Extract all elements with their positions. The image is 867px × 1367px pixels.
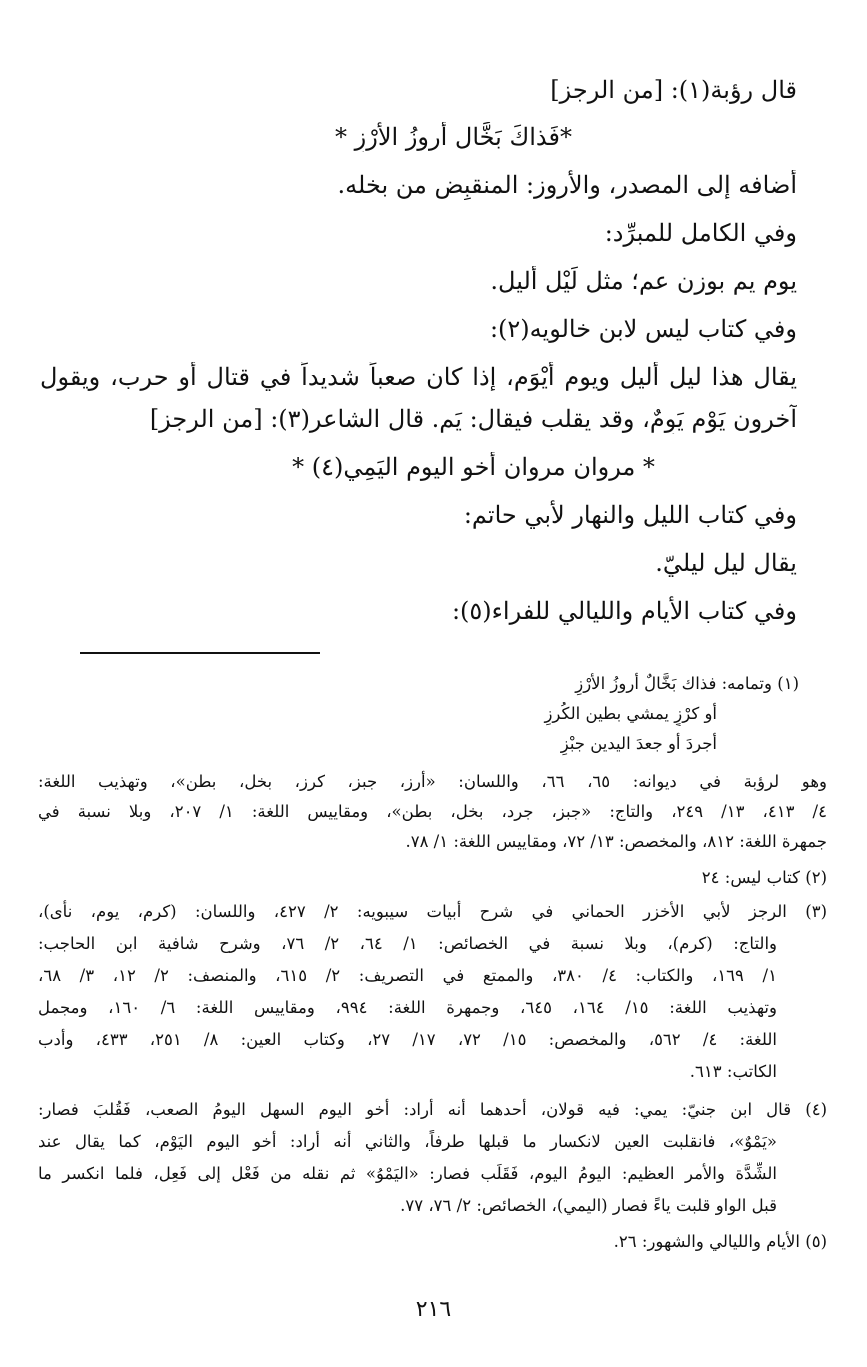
footnote-3-line: اللغة: ٤/ ٥٦٢، والمخصص: ١٥/ ٧٢، ١٧/ ٢٧، وكتاب العين: ٨/ ٢٥١، ٤٣٣، وأدب <box>38 1030 777 1049</box>
footnote-1: (١) وتمامه: فذاك بَخَّالٌ أروزُ الأرْزِ <box>575 674 799 693</box>
footnote-4-line: قبل الواو قلبت ياءً فصار (اليمي)، الخصائص: ٢/ ٧٦، ٧٧. <box>400 1196 777 1215</box>
main-line: يقال ليل ليليّ. <box>655 549 797 577</box>
page-number: ٢١٦ <box>415 1297 452 1322</box>
footnote-1-verse: أو كرْزٍ يمشي بطين الكُرزِ <box>544 704 717 723</box>
main-line: آخرون يَوْم يَوِمٌ، وقد يقلب فيقال: يَمِ. قال الشاعر(٣): [من الرجز] <box>149 405 797 433</box>
main-line: وفي كتاب ليس لابن خالويه(٢): <box>489 315 797 343</box>
footnote-1-line: ٤/ ٤١٣، ١٣/ ٢٤٩، والتاج: «جبز، جرد، بخل، بطن»، ومقاييس اللغة: ١/ ٢٠٧، وبلا نسبة في <box>38 802 827 821</box>
footnote-3-line: (٣) الرجز لأبي الأخزر الحماني في شرح أبيات سيبويه: ٢/ ٤٢٧، واللسان: (كرم، يوم، نأى)، <box>38 902 827 921</box>
main-line: يوم يم بوزن عم؛ مثل لَيْل أليل. <box>490 267 797 295</box>
main-line: وفي الكامل للمبرِّد: <box>604 219 797 247</box>
verse-line: *فَذاكَ بَخَّال أَروزُ الأرْزِ * <box>335 123 572 151</box>
footnote-4-line: «يَمْوٌ»، فانقلبت العين لانكسار ما قبلها طرفاً، والثاني أنه أراد: أخو اليوم اليَوْم، كما يقال عند <box>38 1132 777 1151</box>
footnote-2: (٢) كتاب ليس: ٢٤ <box>701 868 827 887</box>
footnote-5: (٥) الأيام والليالي والشهور: ٢٦. <box>613 1232 827 1251</box>
footnote-1-line: وهو لرؤبة في ديوانه: ٦٥، ٦٦، واللسان: «أرز، جبز، كرز، بخل، بطن»، وتهذيب اللغة: <box>38 772 827 791</box>
footnote-3-line: ١/ ١٦٩، والكتاب: ٤/ ٣٨٠، والممتع في التصريف: ٢/ ٦١٥، والمنصف: ٢/ ١٢، ٣/ ٦٨، <box>38 966 777 985</box>
main-line-intro: قال رؤبة(١): [من الرجز] <box>550 76 797 104</box>
main-line: وفي كتاب الليل والنهار لأبي حاتم: <box>463 501 797 529</box>
footnote-4-line: الشِّدَّة والأمر العظيم: اليومُ اليوم، فَقَلَب فصار: «اليَمْوُ» ثم نقله من فَعْل إلى فَعِل، فلما انكسر ما <box>38 1164 777 1183</box>
footnote-3-line: والتاج: (كرم)، وبلا نسبة في الخصائص: ١/ ٦٤، ٢/ ٧٦، وشرح شافية ابن الحاجب: <box>38 934 777 953</box>
footnote-4-line: (٤) قال ابن جنيّ: يمي: فيه قولان، أحدهما أنه أراد: أخو اليوم السهل اليومُ الصعب، فَقُلبَ فصار: <box>38 1100 827 1119</box>
footnote-1-verse: أجردَ أو جعدَ اليدين جبْزِ <box>560 734 717 753</box>
footnote-1-line: جمهرة اللغة: ٨١٢، والمخصص: ١٣/ ٧٢، ومقاييس اللغة: ١/ ٧٨. <box>405 832 827 851</box>
main-line: أضافه إلى المصدر، والأروز: المنقبِض من بخله. <box>337 171 797 199</box>
footnote-separator <box>80 652 320 654</box>
main-line: وفي كتاب الأيام والليالي للفراء(٥): <box>451 597 797 625</box>
footnote-3-line: الكاتب: ٦١٣. <box>689 1062 777 1081</box>
main-line: يقال هذا ليل أليل ويوم أيْوَم، إذا كان صعباً شديداً في قتال أو حرب، ويقول <box>40 363 797 391</box>
verse-line: * مروان مروان أخو اليوم اليَمِي(٤) * <box>292 453 655 481</box>
footnote-3-line: وتهذيب اللغة: ١٥/ ١٦٤، ٦٤٥، وجمهرة اللغة: ٩٩٤، ومقاييس اللغة: ٦/ ١٦٠، ومجمل <box>38 998 777 1017</box>
